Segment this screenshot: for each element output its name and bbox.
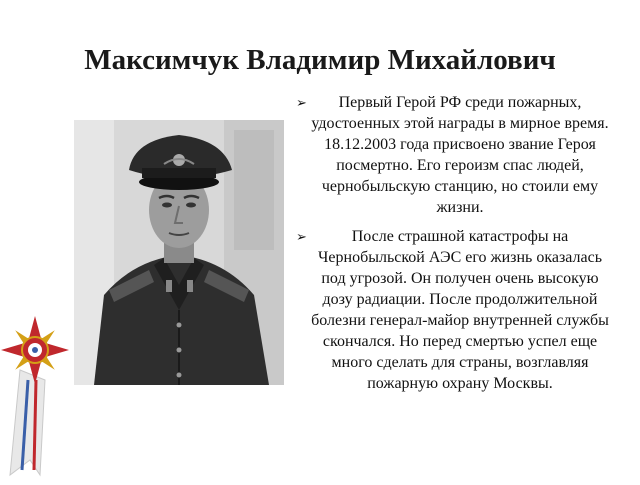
portrait-photo bbox=[74, 120, 284, 385]
bullet-item bbox=[296, 226, 610, 394]
bullet-text: После страшной катастрофы на Чернобыльской АЭС его жизнь оказалась под угрозой. Он получен очень высокую дозу радиации. После продолжительной болезни генерал-майор внутренней службы скончался. Но перед смертью успел еще много сделать для страны, возглавляя пожарную охрану Москвы. bbox=[311, 228, 609, 392]
bullet-text: Первый Герой РФ среди пожарных, удостоенных этой награды в мирное время. 18.12.2003 года присвоено звание Героя посмертно. Его героизм спас людей, чернобыльскую станцию, но стоили ему жизни. bbox=[311, 94, 609, 216]
bullet-arrow-icon: ➢ bbox=[296, 95, 307, 110]
slide-title: Максимчук Владимир Михайлович bbox=[84, 44, 556, 76]
order-star-emblem bbox=[0, 310, 72, 480]
bullet-list bbox=[296, 92, 610, 402]
bullet-item bbox=[296, 92, 610, 218]
bullet-arrow-icon: ➢ bbox=[296, 229, 307, 244]
